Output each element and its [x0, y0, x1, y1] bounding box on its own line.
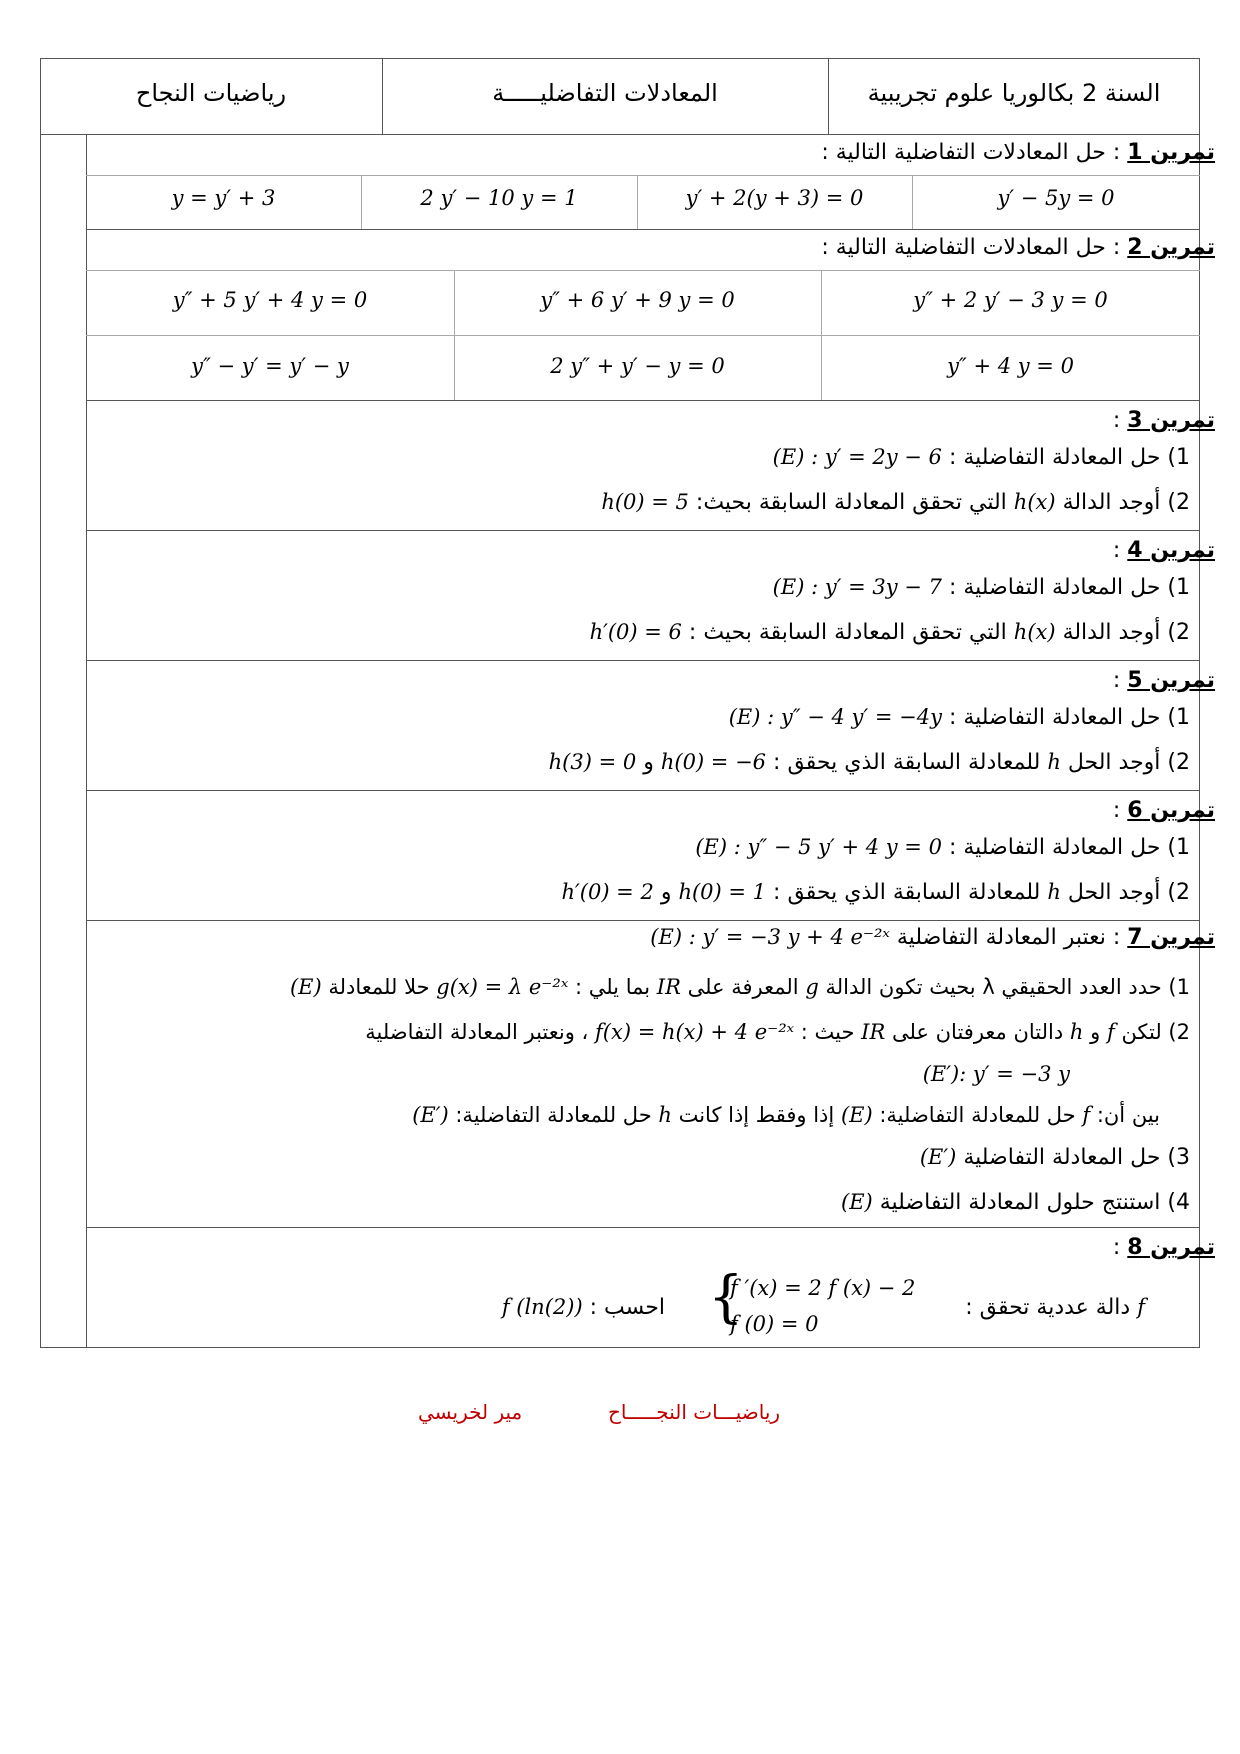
variable: f	[1106, 1020, 1115, 1044]
header-level: السنة 2 بكالوريا علوم تجريبية	[867, 79, 1161, 107]
exercise-1-heading	[821, 140, 1215, 165]
ex2-equation: y″ + 4 y = 0	[947, 354, 1074, 378]
question-text: دالة عددية تحقق :	[965, 1295, 1131, 1320]
conjunction: و	[1090, 1020, 1101, 1044]
condition: h′(0) = 6	[589, 620, 682, 644]
ex7-show-statement	[412, 1103, 1160, 1127]
question-text: بما يلي :	[574, 975, 651, 999]
question-text: للمعادلة السابقة الذي يحقق :	[773, 880, 1041, 905]
question-text: دالتان معرفتان على	[891, 1020, 1064, 1044]
question-text: للمعادلة السابقة الذي يحقق :	[773, 750, 1041, 775]
exercise-colon: :	[1112, 408, 1121, 433]
question-text: حل للمعادلة التفاضلية:	[879, 1103, 1076, 1127]
question-text: التي تحقق المعادلة السابقة بحيث:	[695, 490, 1007, 515]
variable: h	[658, 1103, 672, 1127]
question-text: 3) حل المعادلة التفاضلية	[963, 1145, 1190, 1170]
exercise-label: تمرين 1	[1127, 140, 1215, 165]
header-brand: رياضيات النجاح	[135, 79, 287, 107]
section-divider	[86, 400, 1200, 401]
equation-ref: (E′)	[412, 1103, 449, 1127]
condition: h(3) = 0	[548, 750, 637, 774]
ex7-question-3	[920, 1145, 1190, 1170]
equation: g(x) = λ e⁻²ˣ	[436, 975, 569, 999]
ex4-question-2	[590, 620, 1190, 645]
set: IR	[861, 1020, 886, 1044]
table-line	[86, 175, 1200, 176]
set: IR	[656, 975, 681, 999]
ex7-question-2-eq	[923, 1062, 1070, 1087]
question-text: حيث :	[800, 1020, 855, 1044]
exercise-label: تمرين 8	[1127, 1235, 1215, 1260]
question-text: 2) لتكن	[1121, 1020, 1190, 1044]
section-divider	[86, 920, 1200, 921]
question-text: 2) أوجد الدالة	[1062, 620, 1190, 645]
page-title: المعادلات التفاضليـــــة	[492, 79, 718, 107]
expression: f (ln(2))	[501, 1295, 583, 1319]
ex8-calc	[502, 1295, 665, 1320]
question-text: المعرفة على	[687, 975, 799, 999]
question-text: 1) حل المعادلة التفاضلية :	[948, 835, 1190, 860]
question-text: 1) حل المعادلة التفاضلية :	[948, 705, 1190, 730]
exercise-instruction: : حل المعادلات التفاضلية التالية :	[821, 235, 1121, 260]
ex3-question-2	[601, 490, 1190, 515]
section-divider	[86, 1227, 1200, 1228]
section-divider	[86, 229, 1200, 230]
condition: h(0) = 5	[601, 490, 689, 514]
variable: g	[805, 975, 819, 999]
ex1-equation: y = y′ + 3	[171, 186, 276, 210]
ex8-statement	[965, 1295, 1145, 1320]
exercise-colon: :	[1112, 1235, 1121, 1260]
equation: (E) : y″ − 5 y′ + 4 y = 0	[695, 835, 942, 859]
exercise-colon: :	[1112, 668, 1121, 693]
condition: h(0) = −6	[660, 750, 767, 774]
question-text: 2) أوجد الحل	[1067, 750, 1190, 775]
header-divider	[40, 134, 1200, 135]
equation: f(x) = h(x) + 4 e⁻²ˣ	[595, 1020, 795, 1044]
variable: f	[1137, 1295, 1145, 1319]
ex3-question-1	[773, 445, 1190, 470]
equation-ref: (E)	[840, 1103, 873, 1127]
ex7-question-1	[290, 975, 1190, 999]
exercise-3-heading	[1113, 408, 1215, 433]
system-equation-2: f (0) = 0	[730, 1312, 819, 1336]
equation: (E) : y′ = 2y − 6	[772, 445, 942, 469]
function: h(x)	[1013, 490, 1056, 514]
section-divider	[86, 530, 1200, 531]
ex6-question-2	[561, 880, 1190, 905]
question-text: حلا للمعادلة	[328, 975, 430, 999]
question-text: 4) استنتج حلول المعادلة التفاضلية	[879, 1190, 1190, 1215]
equation: (E) : y′ = −3 y + 4 e⁻²ˣ	[650, 925, 890, 949]
footer-author: مير لخريسي	[418, 1400, 523, 1424]
margin-line	[86, 134, 87, 1348]
condition: h(0) = 1	[678, 880, 767, 904]
ex2-equation: y″ + 5 y′ + 4 y = 0	[172, 288, 368, 312]
exercise-label: تمرين 4	[1127, 538, 1215, 563]
table-line	[86, 335, 1200, 336]
equation-ref: (E)	[841, 1190, 873, 1214]
conjunction: و	[643, 750, 654, 775]
ex2-equation: y″ + 6 y′ + 9 y = 0	[540, 288, 735, 312]
question-text: احسب :	[589, 1295, 665, 1320]
conjunction: و	[660, 880, 672, 905]
exercise-label: تمرين 3	[1127, 408, 1215, 433]
ex2-equation: y″ − y′ = y′ − y	[191, 354, 349, 378]
ex1-equation: y′ + 2(y + 3) = 0	[685, 186, 864, 210]
footer-brand: رياضيـــات النجـــــاح	[608, 1400, 781, 1424]
question-text: 1) حل المعادلة التفاضلية :	[948, 445, 1190, 470]
table-line	[86, 270, 1200, 271]
variable: f	[1082, 1103, 1091, 1127]
ex5-question-2	[549, 750, 1190, 775]
exercise-7-heading	[650, 925, 1215, 950]
ex4-question-1	[773, 575, 1190, 600]
section-divider	[86, 790, 1200, 791]
question-text: التي تحقق المعادلة السابقة بحيث :	[688, 620, 1007, 645]
variable: h	[1047, 880, 1061, 904]
exercise-label: تمرين 2	[1127, 235, 1215, 260]
exercise-8-heading	[1113, 1235, 1215, 1260]
exercise-label: تمرين 6	[1127, 798, 1215, 823]
variable: h	[1047, 750, 1061, 774]
question-text: 2) أوجد الحل	[1067, 880, 1190, 905]
exercise-colon: :	[1112, 538, 1121, 563]
question-text: حل للمعادلة التفاضلية:	[455, 1103, 652, 1127]
ex7-question-2	[365, 1020, 1190, 1044]
question-text: 1) حدد العدد الحقيقي λ بحيث تكون الدالة	[825, 975, 1190, 999]
ex1-equation: y′ − 5y = 0	[997, 186, 1115, 210]
function: h(x)	[1013, 620, 1056, 644]
question-text: 2) أوجد الدالة	[1062, 490, 1190, 515]
equation-ref: (E)	[289, 975, 322, 999]
ex2-equation: y″ + 2 y′ − 3 y = 0	[913, 288, 1108, 312]
question-text: بين أن:	[1096, 1103, 1160, 1127]
exercise-4-heading	[1113, 538, 1215, 563]
question-text: إذا وفقط إذا كانت	[678, 1103, 835, 1127]
exercise-intro: : نعتبر المعادلة التفاضلية	[896, 925, 1121, 950]
equation: (E) : y′ = 3y − 7	[772, 575, 942, 599]
system-brace: {	[708, 1265, 744, 1330]
exercise-6-heading	[1113, 798, 1215, 823]
equation: (E) : y″ − 4 y′ = −4y	[728, 705, 942, 729]
variable: h	[1069, 1020, 1084, 1044]
ex2-equation: 2 y″ + y′ − y = 0	[550, 354, 725, 378]
exercise-label: تمرين 7	[1127, 925, 1215, 950]
question-text: ، ونعتبر المعادلة التفاضلية	[365, 1020, 589, 1044]
exercise-5-heading	[1113, 668, 1215, 693]
condition: h′(0) = 2	[561, 880, 654, 904]
exercise-instruction: : حل المعادلات التفاضلية التالية :	[821, 140, 1121, 165]
equation: (E′): y′ = −3 y	[922, 1062, 1070, 1086]
system-equation-1: f ′(x) = 2 f (x) − 2	[730, 1276, 916, 1300]
equation-ref: (E′)	[919, 1145, 957, 1169]
question-text: 1) حل المعادلة التفاضلية :	[948, 575, 1190, 600]
ex1-equation: 2 y′ − 10 y = 1	[420, 186, 578, 210]
ex7-question-4	[841, 1190, 1190, 1215]
exercise-label: تمرين 5	[1127, 668, 1215, 693]
ex6-question-1	[695, 835, 1190, 860]
exercise-2-heading	[821, 235, 1215, 260]
ex5-question-1	[729, 705, 1190, 730]
section-divider	[86, 660, 1200, 661]
exercise-colon: :	[1112, 798, 1121, 823]
